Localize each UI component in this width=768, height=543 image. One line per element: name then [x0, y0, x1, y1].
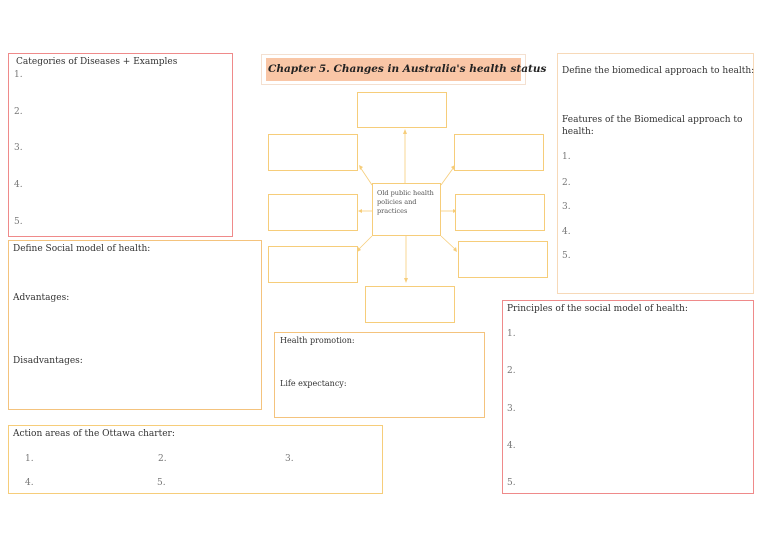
principles-number-3: 3.	[507, 404, 516, 414]
arrow-up-left	[360, 167, 372, 185]
mindmap-box-upper-left	[268, 134, 358, 171]
ottawa-number-2: 2.	[158, 454, 167, 464]
mindmap-box-top	[357, 92, 447, 128]
life-expectancy-label: Life expectancy:	[280, 379, 347, 388]
mindmap-box-left	[268, 194, 358, 231]
categories-number-3: 3.	[14, 143, 23, 153]
biomedical-number-1: 1.	[562, 152, 571, 162]
arrow-up-right	[441, 167, 454, 185]
health-promotion-box	[274, 332, 485, 418]
mindmap-box-lower-right	[458, 241, 548, 278]
social-model-advantages: Advantages:	[13, 293, 70, 303]
arrow-down-left	[358, 236, 372, 250]
biomedical-number-3: 3.	[562, 202, 571, 212]
ottawa-heading: Action areas of the Ottawa charter:	[13, 429, 175, 439]
biomedical-number-4: 4.	[562, 227, 571, 237]
principles-number-4: 4.	[507, 441, 516, 451]
ottawa-number-4: 4.	[25, 478, 34, 488]
mindmap-box-bottom	[365, 286, 455, 323]
biomedical-box	[557, 53, 754, 294]
principles-box	[502, 300, 754, 494]
ottawa-number-1: 1.	[25, 454, 34, 464]
mindmap-box-lower-left	[268, 246, 358, 283]
principles-heading: Principles of the social model of health:	[507, 304, 688, 314]
social-model-disadvantages: Disadvantages:	[13, 356, 83, 366]
biomedical-define: Define the biomedical approach to health:	[562, 66, 755, 76]
arrow-down-right	[441, 236, 456, 250]
principles-number-1: 1.	[507, 329, 516, 339]
mindmap-box-upper-right	[454, 134, 544, 171]
social-model-define: Define Social model of health:	[13, 244, 151, 254]
categories-number-4: 4.	[14, 180, 23, 190]
categories-number-1: 1.	[14, 70, 23, 80]
categories-heading: Categories of Diseases + Examples	[16, 57, 178, 67]
principles-number-5: 5.	[507, 478, 516, 488]
ottawa-number-3: 3.	[285, 454, 294, 464]
health-promotion-label: Health promotion:	[280, 336, 355, 345]
ottawa-number-5: 5.	[157, 478, 166, 488]
page-title: Chapter 5. Changes in Australia's health status	[266, 58, 521, 81]
mindmap-box-right	[455, 194, 545, 231]
biomedical-number-2: 2.	[562, 178, 571, 188]
categories-number-2: 2.	[14, 107, 23, 117]
principles-number-2: 2.	[507, 366, 516, 376]
biomedical-number-5: 5.	[562, 251, 571, 261]
mindmap-center: Old public health policies and practices	[372, 183, 441, 236]
categories-number-5: 5.	[14, 217, 23, 227]
biomedical-features: Features of the Biomedical approach to health:	[562, 115, 743, 137]
